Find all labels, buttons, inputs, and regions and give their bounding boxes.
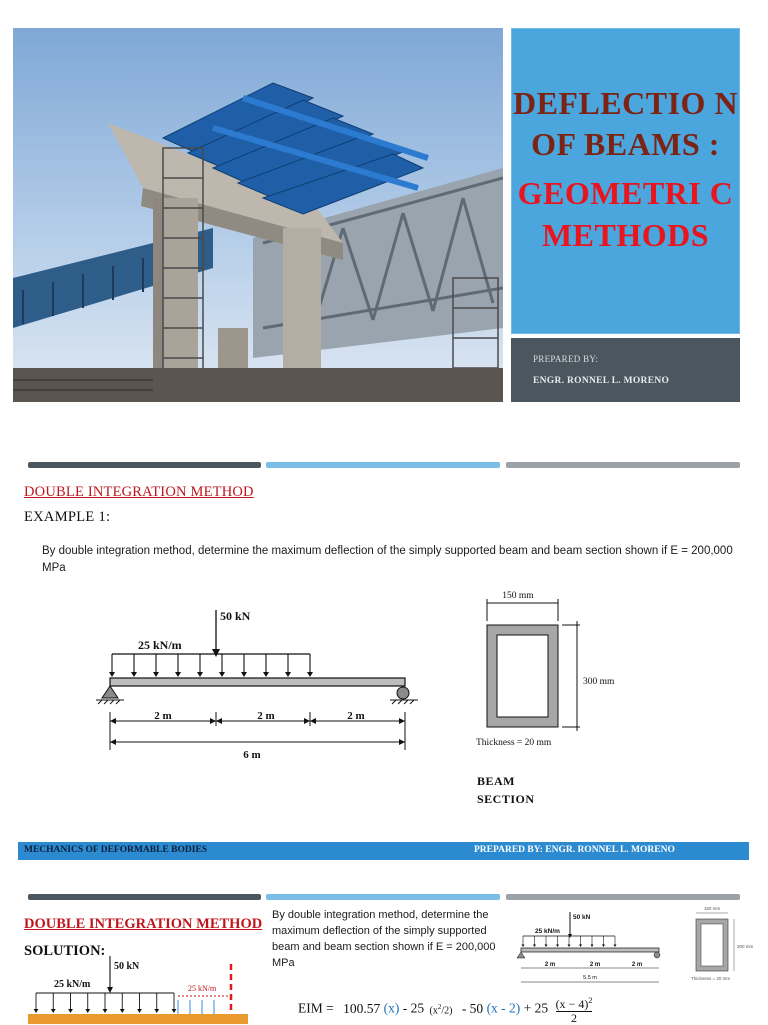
pin-support xyxy=(102,686,118,698)
small-udl-arrows xyxy=(522,936,617,947)
udl-arrowhead xyxy=(522,945,525,948)
udl-arrowhead xyxy=(51,1009,56,1013)
udl-arrowhead xyxy=(241,672,247,677)
udl-arrowhead xyxy=(153,672,159,677)
udl-arrowhead xyxy=(285,672,291,677)
span-label-3: 2 m xyxy=(347,710,365,722)
section-width-label: 150 mm xyxy=(502,591,534,601)
small-udl-label: 25 kN/m xyxy=(535,928,560,935)
beam-section-diagram xyxy=(470,585,645,760)
udl-arrowhead xyxy=(172,1009,177,1013)
solution-reaction-label: 25 kN/m xyxy=(188,984,217,993)
section-inner xyxy=(497,635,548,717)
distributed-load-label: 25 kN/m xyxy=(138,638,182,652)
span-label-1: 2 m xyxy=(154,710,172,722)
title-deflection-of-beams: DEFLECTIO N OF BEAMS : xyxy=(512,85,739,162)
udl-arrowhead xyxy=(219,672,225,677)
footer-bar xyxy=(18,842,749,860)
small-span-1: 2 m xyxy=(544,962,556,968)
small-span-3: 2 m xyxy=(631,962,643,968)
divider-bar-dark-2 xyxy=(28,894,261,900)
title-geometric-methods: GEOMETRI C METHODS xyxy=(517,175,734,253)
udl-arrowhead xyxy=(131,672,137,677)
roller-support xyxy=(397,687,409,699)
divider-bar-gray-2 xyxy=(506,894,740,900)
divider-bar-gray xyxy=(506,462,740,468)
moment-equation xyxy=(298,994,592,1025)
udl-arrowhead xyxy=(307,672,313,677)
beam-section-label: BEAM SECTION xyxy=(477,774,535,806)
udl-arrowhead xyxy=(545,945,548,948)
course-title: MECHANICS OF DEFORMABLE BODIES xyxy=(24,845,208,855)
solution-beam xyxy=(28,1014,248,1024)
distributed-load-arrows xyxy=(109,654,313,677)
small-point-load-label: 50 kN xyxy=(573,914,591,921)
small-span-2: 2 m xyxy=(589,962,601,968)
beam-diagram xyxy=(90,600,420,770)
example-label: EXAMPLE 1: xyxy=(24,509,111,525)
beam-diagram-small xyxy=(515,908,665,988)
udl-arrowhead xyxy=(579,945,582,948)
small-section-width: 150 mm xyxy=(703,906,721,911)
udl-arrowhead xyxy=(591,945,594,948)
udl-arrowhead xyxy=(175,672,181,677)
eq-numerator: (x − 4) xyxy=(555,997,589,1011)
udl-arrowhead xyxy=(568,945,571,948)
eq-lhs: EIM = xyxy=(298,1000,334,1016)
eq-denominator: 2 xyxy=(570,1011,577,1025)
footer-author: PREPARED BY: ENGR. RONNEL L. MORENO xyxy=(474,845,675,855)
solution-point-load-label: 50 kN xyxy=(114,961,140,972)
beam-section-small xyxy=(688,903,766,985)
udl-arrowhead xyxy=(263,672,269,677)
udl-arrowhead xyxy=(614,945,617,948)
udl-arrowhead xyxy=(109,672,115,677)
title-panel xyxy=(511,28,740,334)
author-name: ENGR. RONNEL L. MORENO xyxy=(533,376,670,386)
udl-arrowhead xyxy=(556,945,559,948)
eq-fraction-x4: $\frac{(x - 4)^2}{2}$ xyxy=(555,996,593,1025)
udl-arrowhead xyxy=(137,1009,142,1013)
udl-arrowhead xyxy=(154,1009,159,1013)
small-section-thickness: Thickness = 20 mm xyxy=(691,976,731,981)
divider-bar-dark xyxy=(28,462,261,468)
udl-arrowhead xyxy=(103,1009,108,1013)
point-load-label: 50 kN xyxy=(220,609,251,623)
small-total-span: 5.5 m xyxy=(583,975,597,981)
total-span-label: 6 m xyxy=(243,749,261,761)
divider-bar-blue xyxy=(266,462,500,468)
solution-udl-label: 25 kN/m xyxy=(54,979,91,990)
eq-xm2-term: (x - 2) xyxy=(486,1000,521,1016)
prepared-by-label: PREPARED BY: xyxy=(533,354,599,364)
section-height-label: 300 mm xyxy=(583,677,615,687)
udl-arrowhead xyxy=(533,945,536,948)
problem-statement: By double integration method, determine the maximum deflection of the simply supported beam and beam section shown if E = 200,000 MPa xyxy=(42,545,733,574)
udl-arrowhead xyxy=(197,672,203,677)
problem-statement-2: By double integration method, determine the maximum deflection of the simply supported beam and beam section shown if E = 200,000 MPa xyxy=(272,909,496,969)
eq-minus-50: - 50 xyxy=(461,1000,484,1016)
eq-minus-25: - 25 xyxy=(402,1000,425,1016)
udl-arrowhead xyxy=(34,1009,39,1013)
section-thickness-label: Thickness = 20 mm xyxy=(476,738,552,748)
eq-fraction-x2: $(x^2/2)$ xyxy=(429,1003,453,1017)
eq-coefficient: 100.57 xyxy=(343,1000,381,1016)
udl-arrowhead xyxy=(120,1009,125,1013)
bridge-construction-photo xyxy=(13,28,503,402)
udl-arrowhead xyxy=(602,945,605,948)
solution-udl-arrows xyxy=(34,993,177,1013)
udl-arrowhead xyxy=(68,1009,73,1013)
small-beam xyxy=(521,948,659,952)
section-heading: DOUBLE INTEGRATION METHOD xyxy=(24,484,254,500)
solution-beam-diagram xyxy=(28,956,248,1024)
beam xyxy=(110,678,405,686)
eq-plus-25: + 25 xyxy=(523,1000,549,1016)
credit-panel xyxy=(511,338,740,402)
section-heading-2: DOUBLE INTEGRATION METHOD xyxy=(24,916,263,932)
small-section-height: 300 mm xyxy=(737,944,754,949)
span-label-2: 2 m xyxy=(257,710,275,722)
divider-bar-blue-2 xyxy=(266,894,500,900)
point-load-arrowhead xyxy=(212,649,220,657)
solution-label: SOLUTION: xyxy=(24,943,106,959)
udl-arrowhead xyxy=(85,1009,90,1013)
eq-x-term: (x) xyxy=(383,1000,400,1016)
